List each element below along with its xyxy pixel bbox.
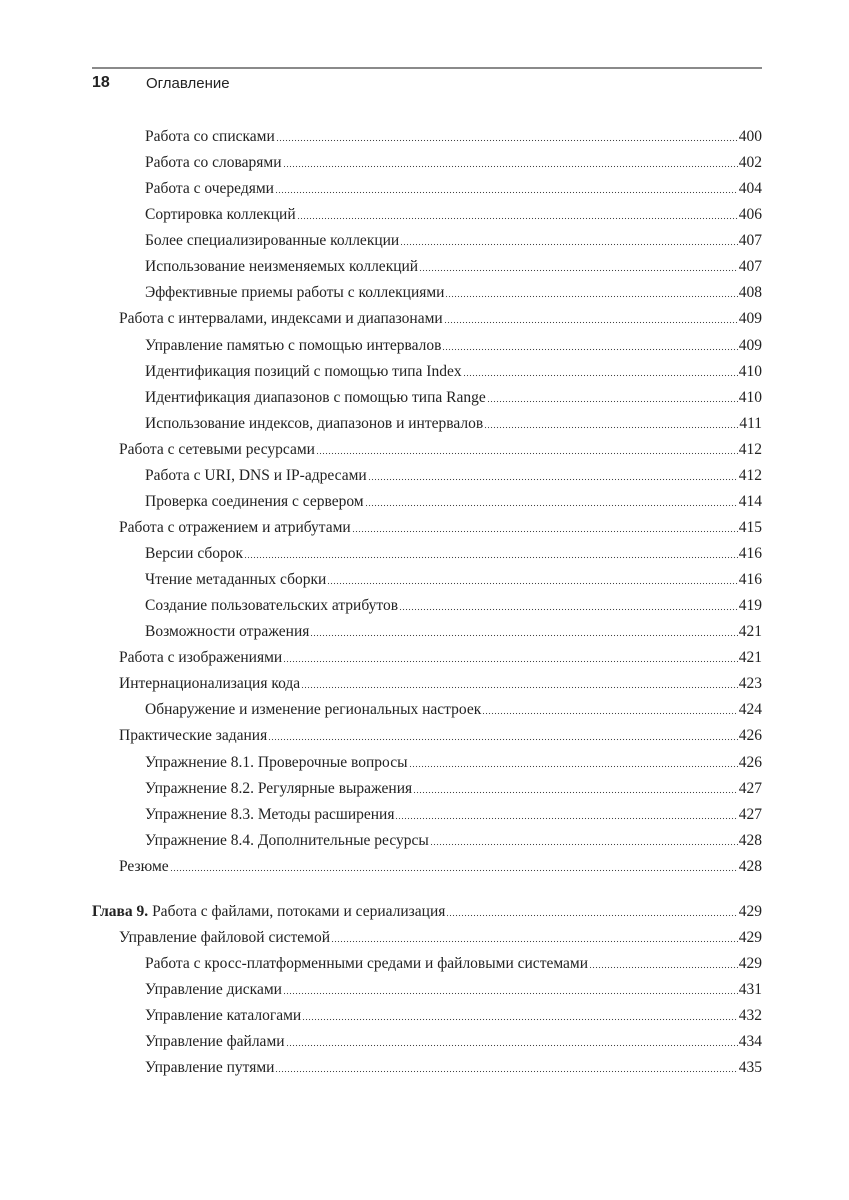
toc-entry-title: Управление файлами: [145, 1033, 285, 1051]
dot-leader: [327, 582, 737, 586]
dot-leader: [276, 139, 738, 143]
toc-entry[interactable]: [92, 776, 762, 802]
toc-entry-page: 407: [738, 232, 762, 250]
toc-section-chapter-8: [92, 124, 762, 880]
toc-entry-title: Идентификация позиций с помощью типа Index: [145, 362, 462, 380]
dot-leader: [409, 765, 738, 769]
toc-entry-page: 427: [738, 805, 762, 823]
toc-entry-page: 428: [738, 831, 762, 849]
toc-entry-title: Управление путями: [145, 1059, 275, 1077]
page-number: 18: [92, 74, 110, 91]
dot-leader: [283, 660, 738, 664]
toc-entry-page: 426: [738, 753, 762, 771]
toc-entry-title: Использование индексов, диапазонов и интервалов: [145, 414, 484, 432]
dot-leader: [399, 608, 738, 612]
toc-entry-page: 416: [738, 571, 762, 589]
dot-leader: [487, 400, 738, 404]
toc-entry-page: 429: [738, 929, 762, 947]
dot-leader: [283, 992, 738, 996]
dot-leader: [589, 966, 738, 970]
toc-entry-page: 414: [738, 492, 762, 510]
dot-leader: [310, 634, 737, 638]
toc-entry-title: Работа со списками: [145, 128, 275, 146]
toc-entry-page: 400: [738, 128, 762, 146]
toc-entry[interactable]: [92, 925, 762, 951]
toc-entry-page: 427: [738, 779, 762, 797]
toc-entry-title: Упражнение 8.3. Методы расширения: [145, 805, 395, 823]
toc-entry[interactable]: [92, 359, 762, 385]
toc-entry-title: Работа с кросс-платформенными средами и файловыми системами: [145, 955, 589, 973]
toc-entry-title: Работа со словарями: [145, 154, 282, 172]
toc-entry[interactable]: [92, 1003, 762, 1029]
toc-entry-title: Упражнение 8.4. Дополнительные ресурсы: [145, 831, 429, 849]
toc-entry[interactable]: [92, 463, 762, 489]
dot-leader: [331, 940, 738, 944]
toc-entry[interactable]: [92, 802, 762, 828]
toc-entry-page: 426: [738, 727, 762, 745]
toc-entry-title: Резюме: [119, 857, 169, 875]
toc-entry[interactable]: [92, 951, 762, 977]
toc-entry[interactable]: [92, 671, 762, 697]
toc-entry-title: Управление каталогами: [145, 1007, 302, 1025]
toc-entry-title: Идентификация диапазонов с помощью типа Range: [145, 388, 486, 406]
dot-leader: [446, 914, 737, 918]
toc-entry[interactable]: [92, 541, 762, 567]
toc-entry[interactable]: [92, 228, 762, 254]
toc-entry[interactable]: [92, 723, 762, 749]
toc-entry-title: Интернационализация кода: [119, 675, 301, 693]
toc-entry-page: 407: [738, 258, 762, 276]
dot-leader: [482, 712, 738, 716]
dot-leader: [444, 321, 738, 325]
toc-entry-title: Чтение метаданных сборки: [145, 571, 327, 589]
toc-section-chapter-9: [92, 899, 762, 1081]
toc-entry-page: 429: [738, 903, 762, 921]
toc-entry-title: Упражнение 8.2. Регулярные выражения: [145, 779, 413, 797]
toc-entry-title: Работа с отражением и атрибутами: [119, 518, 351, 536]
toc-entry[interactable]: [92, 828, 762, 854]
toc-entry-title: Управление файловой системой: [119, 929, 331, 947]
toc-entry-page: 416: [738, 545, 762, 563]
dot-leader: [352, 530, 738, 534]
toc-entry-title: Создание пользовательских атрибутов: [145, 597, 399, 615]
toc-entry-title: Сортировка коллекций: [145, 206, 296, 224]
dot-leader: [170, 869, 738, 873]
toc-entry[interactable]: [92, 333, 762, 359]
dot-leader: [442, 348, 737, 352]
toc-entry-page: 428: [738, 857, 762, 875]
toc-entry[interactable]: [92, 515, 762, 541]
toc-entry[interactable]: [92, 567, 762, 593]
toc-entry-page: 429: [738, 955, 762, 973]
toc-entry-title: Упражнение 8.1. Проверочные вопросы: [145, 753, 408, 771]
running-title: Оглавление: [146, 74, 230, 92]
dot-leader: [400, 243, 738, 247]
toc-entry-title: Проверка соединения с сервером: [145, 492, 364, 510]
toc-entry[interactable]: [92, 124, 762, 150]
toc-entry[interactable]: [92, 854, 762, 880]
toc-entry-page: 409: [738, 336, 762, 354]
toc-entry-page: 410: [738, 362, 762, 380]
toc-entry[interactable]: [92, 411, 762, 437]
toc-entry[interactable]: [92, 697, 762, 723]
toc-entry-title: [92, 903, 445, 921]
chapter-label: Глава 9.: [92, 903, 149, 921]
dot-leader: [268, 738, 738, 742]
toc-entry[interactable]: [92, 437, 762, 463]
toc-entry[interactable]: [92, 619, 762, 645]
chapter-title: Работа с файлами, потоками и сериализация: [152, 903, 446, 921]
toc-entry-title: Работа с интервалами, индексами и диапазонами: [119, 310, 443, 328]
toc-entry-page: 411: [739, 414, 762, 432]
toc-entry[interactable]: [92, 176, 762, 202]
toc-entry-title: Обнаружение и изменение региональных настроек: [145, 701, 482, 719]
toc-entry-page: 423: [738, 675, 762, 693]
toc-entry[interactable]: [92, 1029, 762, 1055]
toc-entry[interactable]: [92, 489, 762, 515]
toc-entry-page: 412: [738, 466, 762, 484]
toc-entry-page: 415: [738, 518, 762, 536]
toc-entry[interactable]: [92, 280, 762, 306]
toc-entry-page: 421: [738, 649, 762, 667]
toc-entry-page: 402: [738, 154, 762, 172]
dot-leader: [286, 1044, 738, 1048]
toc-entry-page: 412: [738, 440, 762, 458]
toc-entry-page: 409: [738, 310, 762, 328]
toc-entry[interactable]: [92, 593, 762, 619]
toc-entry-page: 421: [738, 623, 762, 641]
toc-entry[interactable]: [92, 254, 762, 280]
dot-leader: [275, 1070, 737, 1074]
toc-entry[interactable]: [92, 306, 762, 332]
toc-entry-title: Управление дисками: [145, 981, 282, 999]
dot-leader: [430, 843, 738, 847]
toc-chapter-entry[interactable]: [92, 899, 762, 925]
toc-entry[interactable]: [92, 1055, 762, 1081]
toc-entry-page: 404: [738, 180, 762, 198]
dot-leader: [463, 374, 738, 378]
dot-leader: [365, 504, 738, 508]
toc-entry-title: Возможности отражения: [145, 623, 310, 641]
toc-entry[interactable]: [92, 150, 762, 176]
dot-leader: [368, 478, 738, 482]
toc-entry-page: 435: [738, 1059, 762, 1077]
dot-leader: [301, 686, 738, 690]
toc-entry-page: 424: [738, 701, 762, 719]
toc-entry-title: Управление памятью с помощью интервалов: [145, 336, 442, 354]
dot-leader: [244, 556, 738, 560]
dot-leader: [413, 791, 738, 795]
dot-leader: [419, 269, 738, 273]
dot-leader: [302, 1018, 738, 1022]
dot-leader: [283, 165, 738, 169]
toc-entry-page: 408: [738, 284, 762, 302]
toc-entry-title: Практические задания: [119, 727, 268, 745]
toc-entry[interactable]: [92, 645, 762, 671]
toc-entry-page: 410: [738, 388, 762, 406]
toc-entry-page: 434: [738, 1033, 762, 1051]
dot-leader: [445, 295, 737, 299]
toc-entry[interactable]: [92, 750, 762, 776]
dot-leader: [297, 217, 738, 221]
toc-entry-title: Работа с изображениями: [119, 649, 283, 667]
toc-entry-title: Использование неизменяемых коллекций: [145, 258, 419, 276]
toc-entry-title: Версии сборок: [145, 545, 244, 563]
toc-entry-title: Эффективные приемы работы с коллекциями: [145, 284, 445, 302]
running-header: [92, 72, 230, 94]
header-rule: [92, 67, 762, 69]
dot-leader: [275, 191, 738, 195]
toc-entry-title: Работа с URI, DNS и IP-адресами: [145, 466, 367, 484]
dot-leader: [316, 452, 738, 456]
dot-leader: [395, 817, 737, 821]
toc-entry-page: 406: [738, 206, 762, 224]
toc-entry-title: Работа с очередями: [145, 180, 274, 198]
toc-entry[interactable]: [92, 977, 762, 1003]
dot-leader: [484, 426, 738, 430]
toc-entry[interactable]: [92, 385, 762, 411]
toc-entry-page: 419: [738, 597, 762, 615]
toc-entry[interactable]: [92, 202, 762, 228]
toc-entry-title: Более специализированные коллекции: [145, 232, 400, 250]
toc-entry-page: 431: [738, 981, 762, 999]
toc-entry-title: Работа с сетевыми ресурсами: [119, 440, 315, 458]
toc-entry-page: 432: [738, 1007, 762, 1025]
